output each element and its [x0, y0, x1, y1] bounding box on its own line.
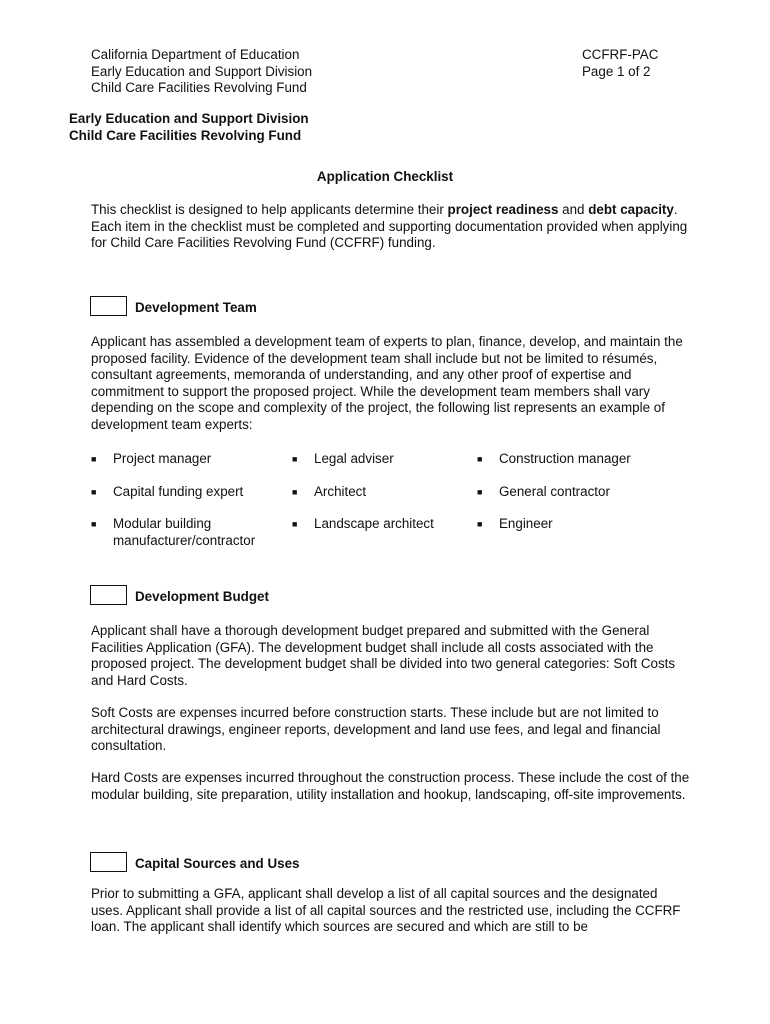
- bullet-icon: ■: [91, 487, 97, 497]
- capital-sources-checkbox[interactable]: [90, 852, 127, 872]
- list-item: ■ Construction manager: [477, 451, 631, 466]
- header-line: Early Education and Support Division: [91, 63, 313, 79]
- list-item: ■ Landscape architect: [292, 516, 434, 531]
- bullet-icon: ■: [292, 487, 298, 497]
- development-team-checkbox[interactable]: [90, 296, 127, 316]
- list-item: ■ Project manager: [91, 451, 212, 466]
- bullet-icon: ■: [477, 454, 483, 464]
- division-line: Early Education and Support Division: [69, 111, 309, 126]
- bullet-icon: ■: [292, 519, 298, 529]
- development-budget-checkbox[interactable]: [90, 585, 127, 605]
- list-item: ■ General contractor: [477, 484, 610, 499]
- page-number: Page 1 of 2: [582, 63, 651, 79]
- header-line: Child Care Facilities Revolving Fund: [91, 80, 307, 96]
- section-title: Development Budget: [135, 588, 269, 604]
- division-heading: [69, 111, 309, 144]
- bullet-icon: ■: [91, 454, 97, 464]
- section-paragraph: Prior to submitting a GFA, applicant shall develop a list of all capital sources and the designated uses. Applicant shall provide a list of all capital sources and the restricted use, including the CCFRF loan. The applicant shall identify which sources are secured and which are still to be: [91, 886, 681, 935]
- section-paragraph: Applicant has assembled a development team of experts to plan, finance, develop, and maintain the proposed facility. Evidence of the development team shall include but not be limited to résumés, consultant agreements, memoranda of understanding, and any other proof of expertise and commitment to support the proposed project. While the development team members shall vary depending on the scope and complexity of the project, the following list represents an example of development team experts:: [91, 334, 683, 432]
- bullet-icon: ■: [477, 519, 483, 529]
- division-line: Child Care Facilities Revolving Fund: [69, 127, 302, 143]
- form-code: CCFRF-PAC: [582, 47, 659, 62]
- list-item: ■ Legal adviser: [292, 451, 394, 466]
- bullet-icon: ■: [91, 519, 97, 529]
- list-item: ■ Engineer: [477, 516, 553, 531]
- section-development-team: [90, 294, 257, 318]
- list-item: ■ Architect: [292, 484, 367, 499]
- header-form-block: [582, 47, 658, 80]
- section-development-budget: [90, 583, 269, 607]
- section-title: Capital Sources and Uses: [135, 855, 300, 871]
- section-title: Development Team: [135, 299, 257, 315]
- header-line: California Department of Education: [91, 47, 300, 62]
- section-paragraph: Soft Costs are expenses incurred before construction starts. These include but are not limited to architectural drawings, engineer reports, development and land use fees, and legal and financial consultation.: [91, 705, 661, 754]
- section-paragraph: Applicant shall have a thorough development budget prepared and submitted with the General Facilities Application (GFA). The development budget shall include all costs associated with the proposed project. The development budget shall be divided into two general categories: Soft Costs and Hard Costs.: [91, 623, 676, 688]
- header-agency-block: [91, 47, 312, 97]
- list-item: ■ Modular building manufacturer/contractor: [91, 516, 256, 548]
- intro-paragraph: This checklist is designed to help applicants determine their project readiness and debt capacity. Each item in the checklist must be completed and supporting documentation provided when applying for Child Care Facilities Revolving Fund (CCFRF) funding.: [91, 202, 688, 251]
- list-item: ■ Capital funding expert: [91, 484, 244, 499]
- bullet-icon: ■: [477, 487, 483, 497]
- section-capital-sources: [90, 850, 299, 874]
- section-paragraph: Hard Costs are expenses incurred throughout the construction process. These include the cost of the modular building, site preparation, utility installation and hookup, landscaping, off-site improvements.: [91, 770, 690, 802]
- page-title: Application Checklist: [316, 169, 454, 184]
- bullet-icon: ■: [292, 454, 298, 464]
